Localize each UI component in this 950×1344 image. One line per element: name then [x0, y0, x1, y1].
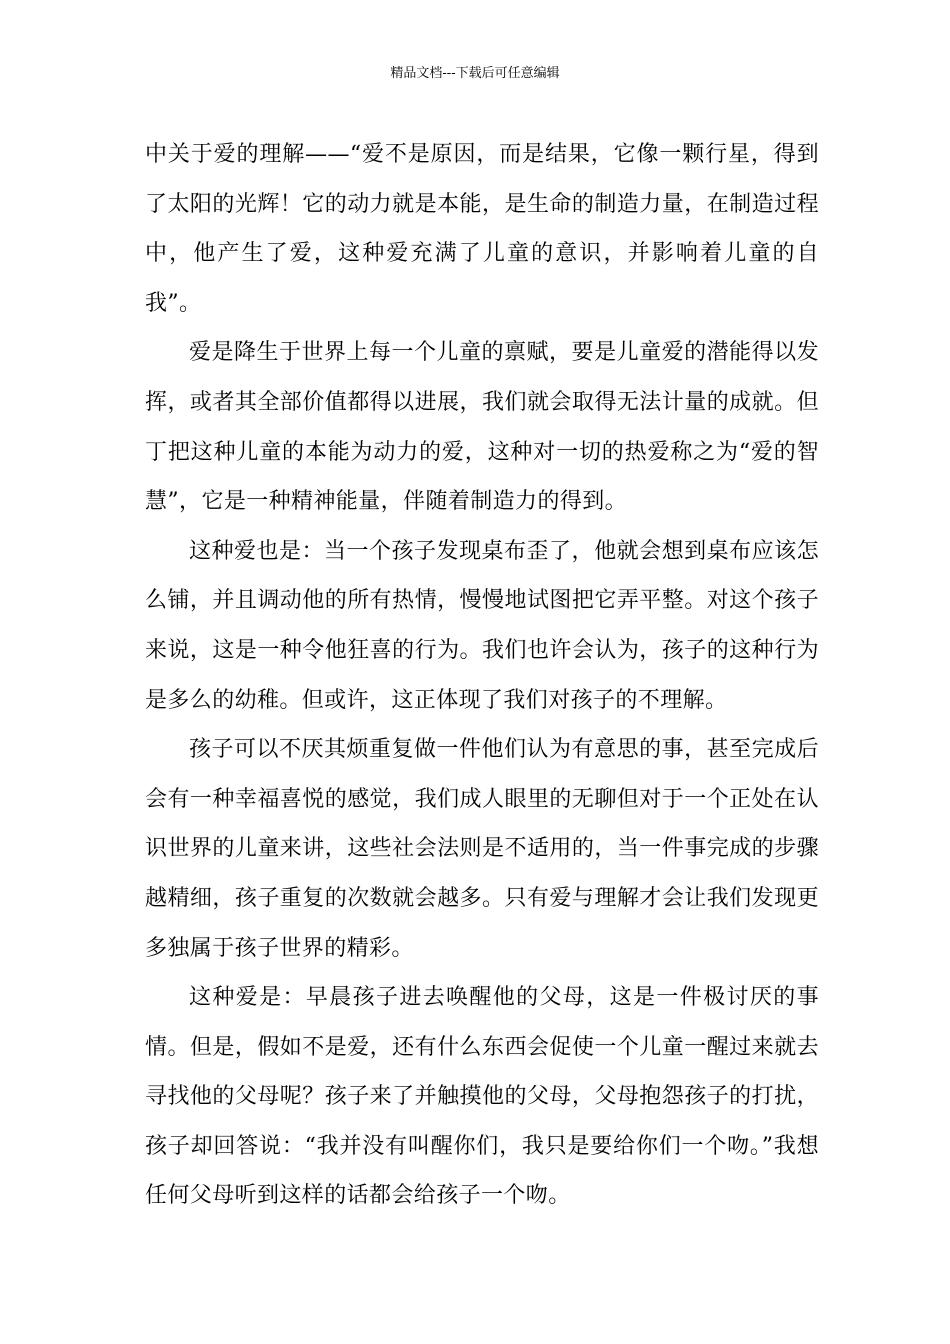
paragraph-5: 这种爱是：早晨孩子进去唤醒他的父母，这是一件极讨厌的事情。但是，假如不是爱，还有什么东西会促使一个儿童一醒过来就去寻找他的父母呢？孩子来了并触摸他的父母，父母抱怨孩子的打扰，孩子却回答说：“我并没有叫醒你们，我只是要给你们一个吻。”我想任何父母听到这样的话都会给孩子一个吻。: [145, 985, 819, 1209]
paragraph-4: 孩子可以不厌其烦重复做一件他们认为有意思的事，甚至完成后会有一种幸福喜悦的感觉，我们成人眼里的无聊但对于一个正处在认识世界的儿童来讲，这些社会法则是不适用的，当一件事完成的步骤越精细，孩子重复的次数就会越多。只有爱与理解才会让我们发现更多独属于孩子世界的精彩。: [145, 737, 819, 961]
body-text: [145, 130, 819, 1221]
paragraph-3: 这种爱也是：当一个孩子发现桌布歪了，他就会想到桌布应该怎么铺，并且调动他的所有热情，慢慢地试图把它弄平整。对这个孩子来说，这是一种令他狂喜的行为。我们也许会认为，孩子的这种行为是多么的幼稚。但或许，这正体现了我们对孩子的不理解。: [145, 538, 819, 713]
paragraph-2: 爱是降生于世界上每一个儿童的禀赋，要是儿童爱的潜能得以发挥，或者其全部价值都得以进展，我们就会取得无法计量的成就。但丁把这种儿童的本能为动力的爱，这种对一切的热爱称之为“爱的智慧”，它是一种精神能量，伴随着制造力的得到。: [145, 340, 819, 515]
page-header: 精品文档---下载后可任意编辑: [390, 66, 560, 81]
paragraph-1: 中关于爱的理解——“爱不是原因，而是结果，它像一颗行星，得到了太阳的光辉！它的动力就是本能，是生命的制造力量，在制造过程中，他产生了爱，这种爱充满了儿童的意识，并影响着儿童的自我”。: [145, 142, 819, 316]
